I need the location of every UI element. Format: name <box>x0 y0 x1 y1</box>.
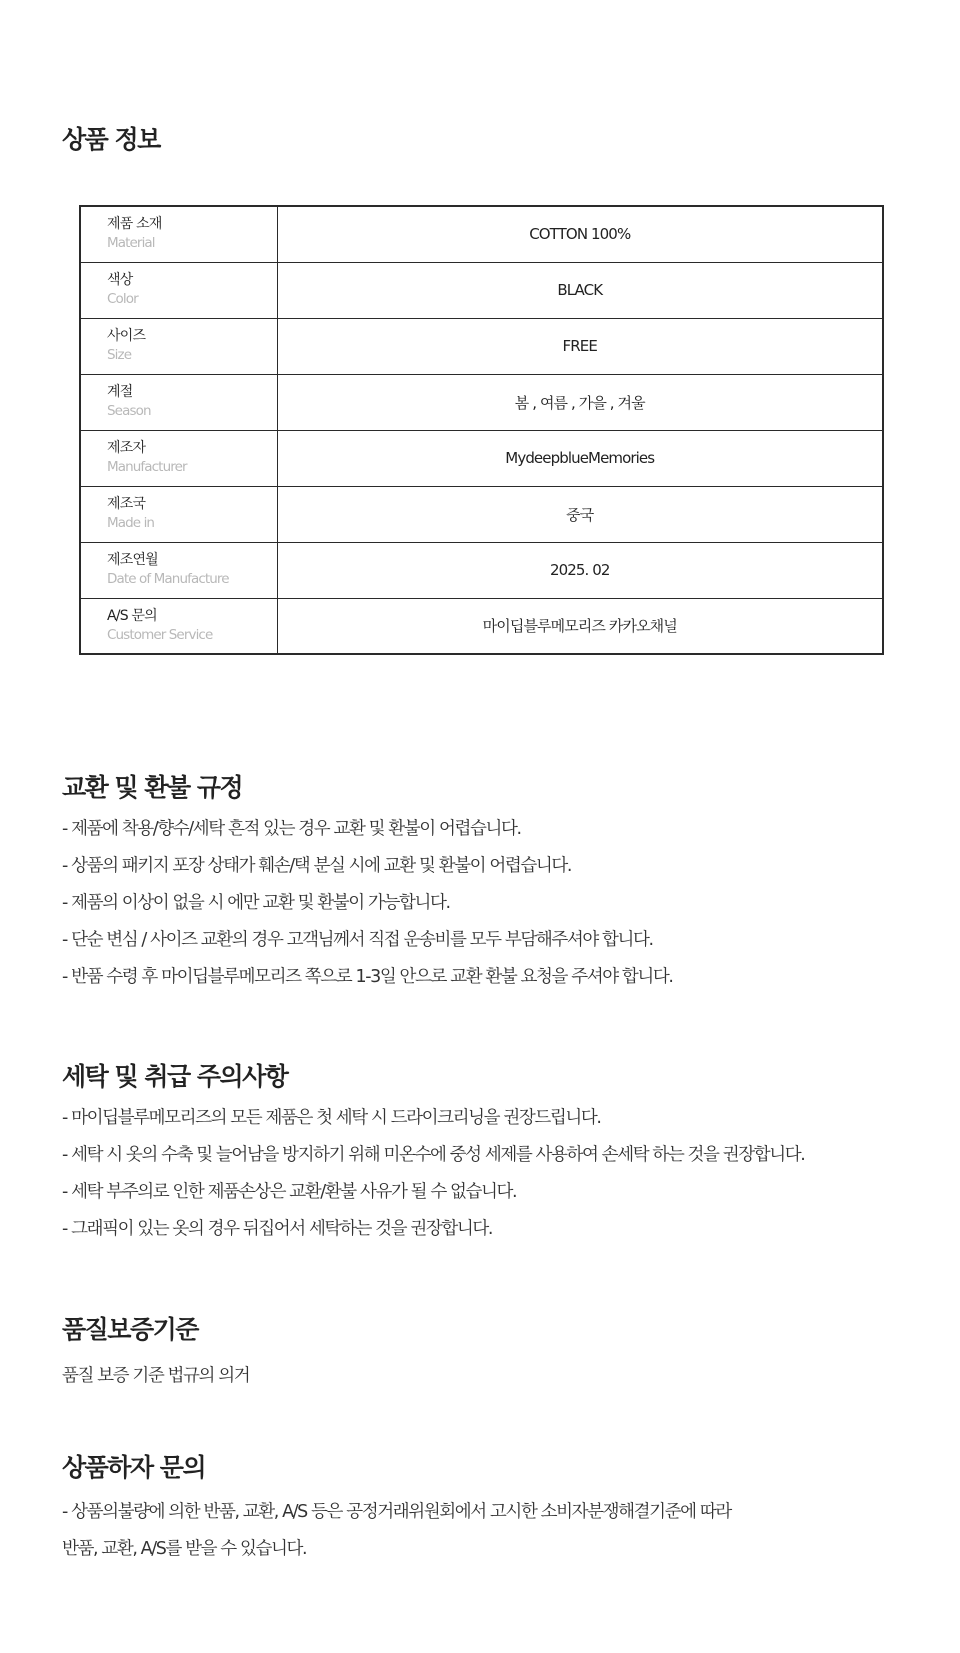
list-item: - 제품에 착용/향수/세탁 흔적 있는 경우 교환 및 환불이 어렵습니다. <box>62 819 521 839</box>
list-item: - 제품의 이상이 없을 시 에만 교환 및 환불이 가능합니다. <box>62 893 450 913</box>
spec-label-ko: 제조자 <box>107 440 146 456</box>
spec-value: 2025. 02 <box>277 542 883 598</box>
laundry-care-list <box>62 1100 804 1248</box>
spec-label-en: Date of Manufacture <box>107 571 229 587</box>
list-item: - 단순 변심 / 사이즈 교환의 경우 고객님께서 직접 운송비를 모두 부담해주셔야 합니다. <box>62 930 653 950</box>
spec-label-en: Material <box>107 235 155 252</box>
exchange-policy-list <box>62 811 673 996</box>
spec-label-en: Customer Service <box>107 626 213 643</box>
spec-label-en: Made in <box>107 515 155 531</box>
spec-row-date <box>80 542 883 598</box>
spec-value: MydeepblueMemories <box>277 430 883 486</box>
quality-standard-text: 품질 보증 기준 법규의 의거 <box>62 1366 250 1386</box>
list-item: 반품, 교환, A/S를 받을 수 있습니다. <box>62 1539 307 1559</box>
spec-row-customer-service <box>80 598 883 654</box>
spec-row-season <box>80 374 883 430</box>
list-item: - 상품의 패키지 포장 상태가 훼손/택 분실 시에 교환 및 환불이 어렵습니다. <box>62 856 572 876</box>
spec-label-en: Size <box>107 347 132 363</box>
spec-label <box>80 598 277 654</box>
list-item: - 반품 수령 후 마이딥블루메모리즈 쪽으로 1-3일 안으로 교환 환불 요청을 주셔야 합니다. <box>62 967 673 987</box>
spec-value: COTTON 100% <box>529 225 631 244</box>
spec-value: 봄 , 여름 , 가을 , 겨울 <box>277 374 883 430</box>
spec-row-made-in <box>80 486 883 542</box>
list-item: - 상품의불량에 의한 반품, 교환, A/S 등은 공정거래위원회에서 고시한 소비자분쟁해결기준에 따라 <box>62 1502 731 1522</box>
spec-label-en: Manufacturer <box>107 459 187 475</box>
exchange-policy-heading: 교환 및 환불 규정 <box>62 773 243 802</box>
spec-value: FREE <box>277 318 883 374</box>
spec-label-ko: 제조연월 <box>107 552 158 568</box>
list-item: - 그래픽이 있는 옷의 경우 뒤집어서 세탁하는 것을 권장합니다. <box>62 1219 493 1239</box>
list-item: - 세탁 시 옷의 수축 및 늘어남을 방지하기 위해 미온수에 중성 세제를 사용하여 손세탁 하는 것을 권장합니다. <box>62 1145 805 1165</box>
spec-row-size <box>80 318 883 374</box>
defect-inquiry-list <box>62 1494 731 1568</box>
list-item: - 세탁 부주의로 인한 제품손상은 교환/환불 사유가 될 수 없습니다. <box>62 1182 517 1202</box>
spec-label-ko: 제품 소재 <box>107 216 162 233</box>
spec-row-manufacturer <box>80 430 883 486</box>
spec-label <box>80 542 277 598</box>
spec-label-ko: 사이즈 <box>107 328 146 344</box>
product-info-heading: 상품 정보 <box>62 125 160 154</box>
spec-label <box>80 318 277 374</box>
spec-row-color <box>80 262 883 318</box>
spec-label <box>80 206 277 262</box>
spec-label <box>80 486 277 542</box>
spec-label-ko: 계절 <box>107 384 133 400</box>
spec-label-ko: 색상 <box>107 272 133 288</box>
spec-label <box>80 430 277 486</box>
quality-standard-heading: 품질보증기준 <box>62 1315 198 1344</box>
spec-value: 마이딥블루메모리즈 카카오채널 <box>277 598 883 654</box>
spec-label <box>80 262 277 318</box>
product-spec-table <box>79 205 884 655</box>
spec-value: BLACK <box>277 262 883 318</box>
spec-value: 중국 <box>277 486 883 542</box>
laundry-care-heading: 세탁 및 취급 주의사항 <box>62 1062 288 1091</box>
spec-label-ko: A/S 문의 <box>107 607 157 624</box>
spec-row-material <box>80 206 883 262</box>
list-item: - 마이딥블루메모리즈의 모든 제품은 첫 세탁 시 드라이크리닝을 권장드립니다. <box>62 1108 601 1128</box>
spec-label-en: Season <box>107 403 151 419</box>
spec-label-en: Color <box>107 291 138 307</box>
spec-label <box>80 374 277 430</box>
spec-label-ko: 제조국 <box>107 496 146 512</box>
defect-inquiry-heading: 상품하자 문의 <box>62 1453 206 1482</box>
